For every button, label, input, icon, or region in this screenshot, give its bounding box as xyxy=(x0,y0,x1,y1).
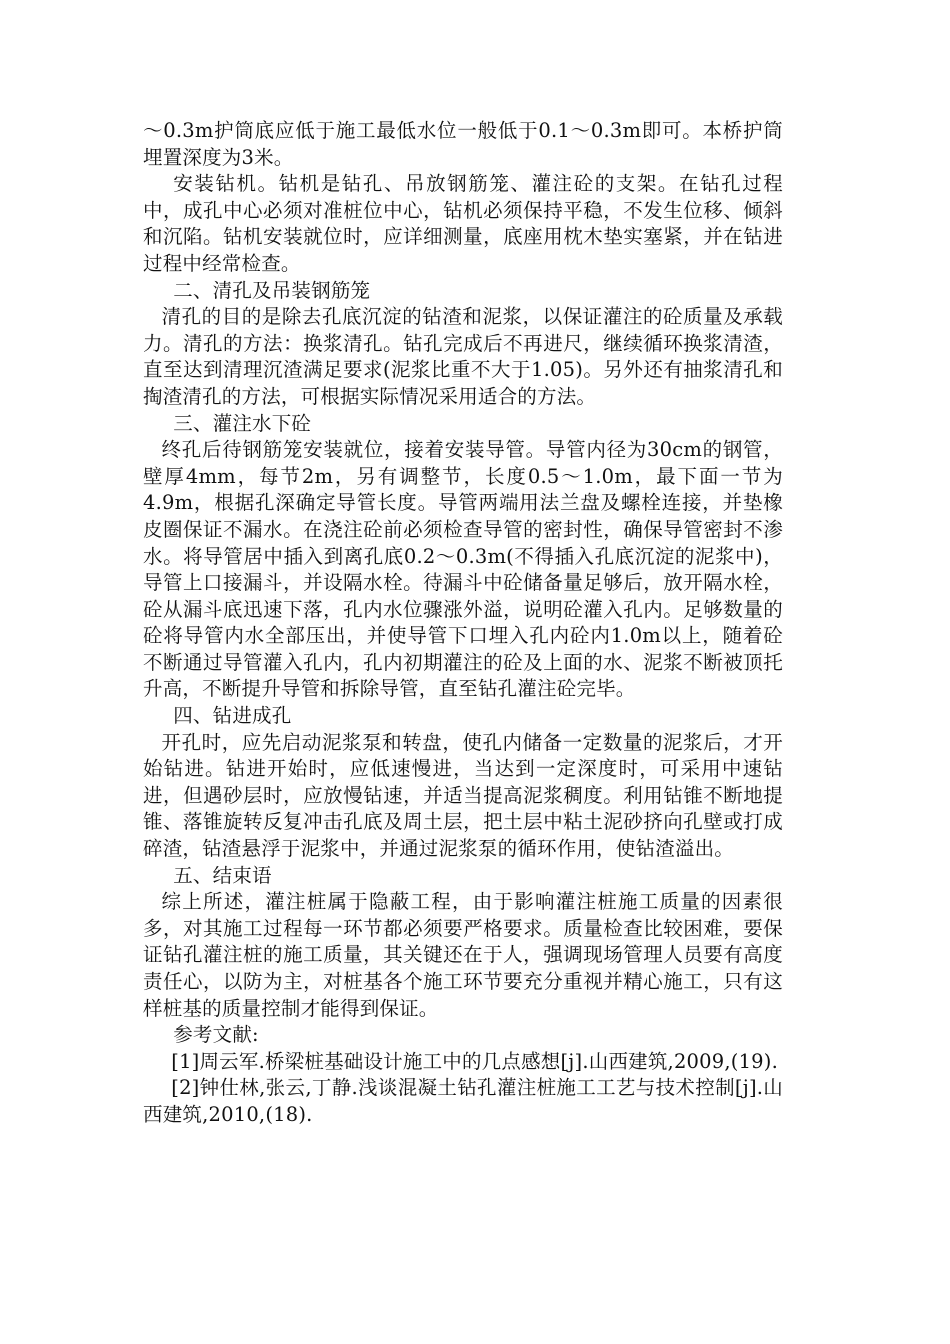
section-heading-3: 三、灌注水下砼 xyxy=(173,411,312,435)
paragraph-underwater-concrete: 终孔后待钢筋笼安装就位，接着安装导管。导管内径为30cm的钢管，壁厚4mm，每节2m，另有调整节，长度0.5～1.0m，最下面一节为4.9m，根据孔深确定导管长度。导管两端用法兰盘及螺栓连接，并垫橡皮圈保证不漏水。在浇注砼前必须检查导管的密封性，确保导管密封不渗水。将导管居中插入到离孔底0.2～0.3m(不得插入孔底沉淀的泥浆中)，导管上口接漏斗，并设隔水栓。待漏斗中砼储备量足够后，放开隔水栓，砼从漏斗底迅速下落，孔内水位骤涨外溢，说明砼灌入孔内。足够数量的砼将导管内水全部压出，并使导管下口埋入孔内砼内1.0m以上，随着砼不断通过导管灌入孔内，孔内初期灌注的砼及上面的水、泥浆不断被顶托升高，不断提升导管和拆除导管，直至钻孔灌注砼完毕。 xyxy=(143,438,783,701)
reference-item-1: [1]周云军.桥梁桩基础设计施工中的几点感想[j].山西建筑,2009,(19). xyxy=(171,1049,778,1073)
document-body xyxy=(143,118,783,1129)
paragraph-continued: ～0.3m护筒底应低于施工最低水位一般低于0.1～0.3m即可。本桥护筒埋置深度为3米。 xyxy=(143,119,783,169)
references-heading: 参考文献: xyxy=(173,1023,259,1047)
paragraph-conclusion: 综上所述，灌注桩属于隐蔽工程，由于影响灌注桩施工质量的因素很多，对其施工过程每一环节都必须要严格要求。质量检查比较困难，要保证钻孔灌注桩的施工质量，其关键还在于人，强调现场管理人员要有高度责任心，以防为主，对桩基各个施工环节要充分重视并精心施工，只有这样桩基的质量控制才能得到保证。 xyxy=(143,890,783,1020)
section-heading-5: 五、结束语 xyxy=(173,863,272,887)
paragraph-drill-installation: 安装钻机。钻机是钻孔、吊放钢筋笼、灌注砼的支架。在钻孔过程中，成孔中心必须对准桩位中心，钻机必须保持平稳，不发生位移、倾斜和沉陷。钻机安装就位时，应详细测量，底座用枕木垫实塞紧，并在钻进过程中经常检查。 xyxy=(143,172,783,275)
paragraph-drilling: 开孔时，应先启动泥浆泵和转盘，使孔内储备一定数量的泥浆后，才开始钻进。钻进开始时，应低速慢进，当达到一定深度时，可采用中速钻进，但遇砂层时，应放慢钻速，并适当提高泥浆稠度。利用钻锥不断地提锥、落锥旋转反复冲击孔底及周土层，把土层中粘土泥砂挤向孔壁或打成碎渣，钻渣悬浮于泥浆中，并通过泥浆泵的循环作用，使钻渣溢出。 xyxy=(143,730,783,861)
paragraph-hole-cleaning: 清孔的目的是除去孔底沉淀的钻渣和泥浆，以保证灌注的砼质量及承载力。清孔的方法：换浆清孔。钻孔完成后不再进尺，继续循环换浆清渣，直至达到清理沉渣满足要求(泥浆比重不大于1.05)。另外还有抽浆清孔和掏渣清孔的方法，可根据实际情况采用适合的方法。 xyxy=(143,305,783,408)
section-heading-2: 二、清孔及吊装钢筋笼 xyxy=(173,278,371,302)
reference-item-2: [2]钟仕林,张云,丁静.浅谈混凝土钻孔灌注桩施工工艺与技术控制[j].山西建筑,2010,(18). xyxy=(143,1076,783,1126)
section-heading-4: 四、钻进成孔 xyxy=(173,704,292,728)
